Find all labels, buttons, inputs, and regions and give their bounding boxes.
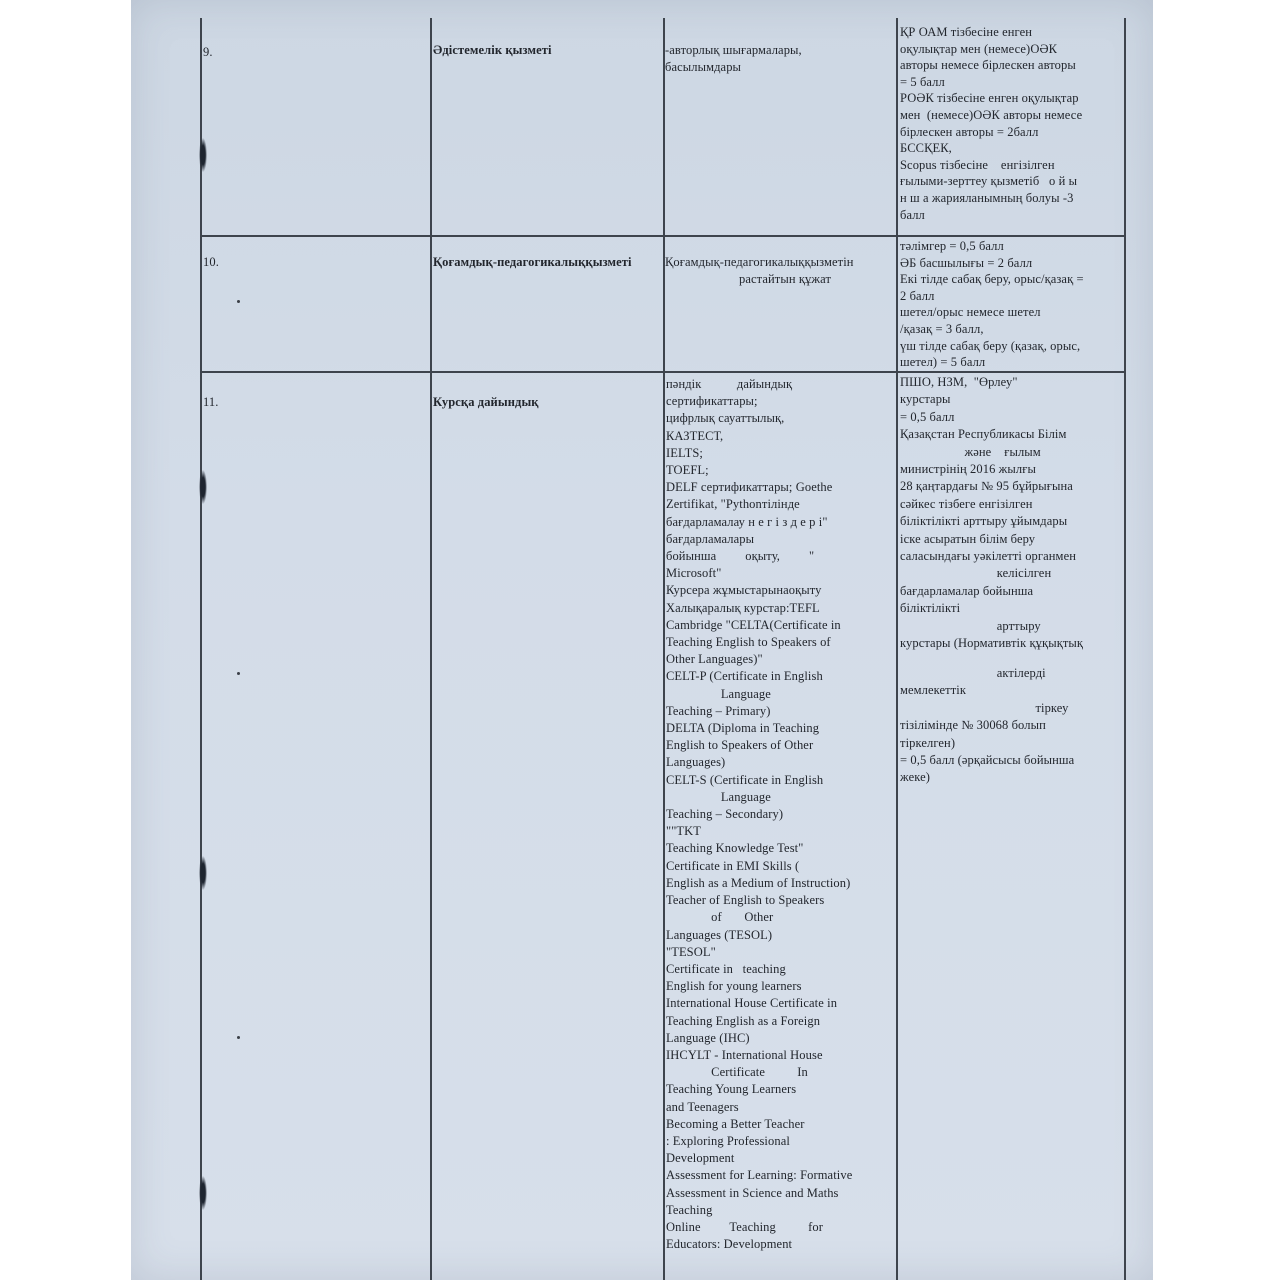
row-11-points-line: тіркелген) bbox=[900, 735, 956, 750]
row-11-document-line: Zertifikat, "Pythonтілінде bbox=[666, 497, 800, 512]
row-11-document-line: Teaching Knowledge Test" bbox=[666, 841, 804, 856]
speck bbox=[237, 300, 240, 303]
row-11-document-line: Language (IHC) bbox=[666, 1030, 750, 1045]
row-divider-10 bbox=[200, 235, 1125, 237]
row-11-document-line: Educators: Development bbox=[666, 1237, 793, 1252]
row-11-document-line: IHCYLT - International House bbox=[666, 1047, 823, 1062]
speck bbox=[237, 1036, 240, 1039]
row-10-document-line: растайтын құжат bbox=[739, 271, 832, 286]
row-11-document-line: пәндік дайындық bbox=[666, 377, 793, 391]
row-11-document bbox=[666, 376, 894, 1253]
row-11-document-line: бағдарламалары bbox=[666, 531, 755, 546]
row-11-document-line: Certificate in teaching bbox=[666, 961, 786, 976]
row-11-activity: Курсқа дайындық bbox=[433, 395, 539, 409]
row-11-number: 11. bbox=[203, 395, 219, 409]
row-9-points-line: н ш а жарияланымның болуы -3 bbox=[900, 190, 1074, 205]
row-11-document-line: Online Teaching for bbox=[666, 1219, 823, 1234]
table-border-col3 bbox=[663, 18, 665, 1280]
row-11-document-line: of Other bbox=[666, 910, 774, 925]
row-11-document-line: English to Speakers of Other bbox=[666, 738, 814, 753]
row-11-points-line: іске асыратын білім беру bbox=[900, 531, 1036, 546]
row-11-document-line: IELTS; bbox=[666, 445, 703, 460]
row-11-document-line: Microsoft" bbox=[666, 566, 722, 581]
row-11-points-line: жеке) bbox=[900, 770, 930, 785]
row-11-document-line: Teaching English as a Foreign bbox=[666, 1013, 821, 1028]
row-11-points-line: = 0,5 балл bbox=[900, 409, 955, 424]
table-border-col2 bbox=[430, 18, 432, 1280]
row-10-points-line: /қазақ = 3 балл, bbox=[900, 321, 984, 336]
row-9-points-line: = 5 балл bbox=[900, 74, 945, 89]
row-11-document-line: "TESOL" bbox=[666, 944, 716, 959]
row-9-points bbox=[900, 24, 1122, 223]
row-10-points-line: Екі тілде сабақ беру, орыс/қазақ = bbox=[900, 272, 1084, 287]
row-11-document-line: Teaching English to Speakers of bbox=[666, 635, 831, 650]
row-11-points-line: министрінің 2016 жылғы bbox=[900, 462, 1036, 477]
row-11-document-line: ""TKT bbox=[666, 824, 702, 839]
row-11-points-line: курстары bbox=[900, 392, 951, 407]
row-9-points-line: БССҚЕК, bbox=[900, 141, 952, 156]
table-border-col4 bbox=[896, 18, 898, 1280]
row-11-document-line: Language bbox=[666, 686, 771, 701]
row-11-document-line: Халықаралық курстар:TEFL bbox=[666, 600, 820, 615]
row-11-document-line: Teaching Young Learners bbox=[666, 1082, 797, 1097]
row-10-points-line: шетел) = 5 балл bbox=[900, 355, 986, 370]
table-border-left bbox=[200, 18, 202, 1280]
row-9-points-line: бірлескен авторы = 2балл bbox=[900, 124, 1039, 139]
row-11-document-line: Certificate in EMI Skills ( bbox=[666, 858, 800, 873]
row-11-document-line: English as a Medium of Instruction) bbox=[666, 875, 851, 890]
row-11-document-line: : Exploring Professional bbox=[666, 1133, 790, 1148]
row-11-points-line: актілерді bbox=[900, 666, 1046, 680]
row-9-points-line: РОӘК тізбесіне енген оқулықтар bbox=[900, 91, 1079, 106]
row-11-points-line bbox=[900, 653, 1122, 666]
binding-mark bbox=[199, 138, 207, 172]
row-11-document-line: КАЗТЕСТ, bbox=[666, 428, 724, 443]
row-11-document-line: бағдарламалау н е г і з д е р і" bbox=[666, 514, 828, 529]
row-9-points-line: ҚР ОАМ тізбесіне енген bbox=[900, 25, 1033, 39]
row-10-points-line: 2 балл bbox=[900, 288, 935, 303]
row-11-points-line: және ғылым bbox=[900, 444, 1041, 459]
row-11-document-line: Other Languages)" bbox=[666, 652, 763, 667]
row-11-points-line: ПШО, НЗМ, "Өрлеу" bbox=[900, 375, 1018, 389]
row-10-document bbox=[665, 254, 893, 287]
row-11-points-line: = 0,5 балл (әрқайсысы бойынша bbox=[900, 753, 1075, 768]
row-11-document-line: Language bbox=[666, 789, 771, 804]
row-11-document-line: CELT-S (Certificate in English bbox=[666, 772, 824, 787]
row-11-document-line: Teaching bbox=[666, 1202, 713, 1217]
row-11-document-line: DELF сертификаттары; Goethe bbox=[666, 480, 833, 495]
table-border-right bbox=[1124, 18, 1126, 1280]
row-11-document-line: Курсера жұмыстарынаоқыту bbox=[666, 583, 822, 598]
row-11-points-line: Қазақстан Республикасы Білім bbox=[900, 427, 1067, 442]
row-11-points-line: саласындағы уәкілетті органмен bbox=[900, 549, 1077, 564]
row-11-document-line: DELTA (Diploma in Teaching bbox=[666, 721, 820, 736]
row-11-points-line: 28 қаңтардағы № 95 бұйрығына bbox=[900, 479, 1073, 494]
row-11-points-line: тіркеу bbox=[900, 700, 1069, 715]
row-11-document-line: International House Certificate in bbox=[666, 996, 838, 1011]
row-11-document-line: Development bbox=[666, 1151, 735, 1166]
binding-mark bbox=[199, 856, 207, 890]
row-11-document-line: Cambridge "CELTA(Certificate in bbox=[666, 617, 841, 632]
row-11-document-line: Assessment for Learning: Formative bbox=[666, 1168, 853, 1183]
row-10-points-line: үш тілде сабақ беру (қазақ, орыс, bbox=[900, 338, 1081, 353]
row-9-document-line: басылымдары bbox=[665, 59, 742, 74]
row-10-activity: Қоғамдық-педагогикалыққызметі bbox=[433, 255, 632, 269]
binding-mark bbox=[199, 470, 207, 504]
row-11-points-line: біліктілікті арттыру ұйымдары bbox=[900, 514, 1068, 529]
row-11-document-line: Teacher of English to Speakers bbox=[666, 893, 825, 908]
row-11-document-line: бойынша оқыту, " bbox=[666, 549, 815, 564]
row-9-points-line: авторы немесе бірлескен авторы bbox=[900, 58, 1076, 73]
row-11-points-line: арттыру bbox=[900, 618, 1041, 633]
row-11-document-line: TOEFL; bbox=[666, 463, 709, 478]
row-9-activity: Әдістемелік қызметі bbox=[433, 43, 552, 57]
row-10-points bbox=[900, 238, 1122, 371]
row-9-number: 9. bbox=[203, 45, 213, 59]
row-11-points-line: мемлекеттік bbox=[900, 683, 967, 698]
row-9-points-line: мен (немесе)ОӘК авторы немесе bbox=[900, 107, 1083, 122]
scanned-document-page bbox=[131, 0, 1153, 1280]
row-9-points-line: балл bbox=[900, 207, 925, 222]
row-10-number: 10. bbox=[203, 255, 219, 269]
row-9-points-line: оқулықтар мен (немесе)ОӘК bbox=[900, 41, 1058, 56]
row-11-document-line: Languages (TESOL) bbox=[666, 927, 773, 942]
row-11-points-line: тізілімінде № 30068 болып bbox=[900, 718, 1046, 733]
row-11-points-line: келісілген bbox=[900, 566, 1052, 581]
speck bbox=[237, 672, 240, 675]
row-11-document-line: Assessment in Science and Maths bbox=[666, 1185, 839, 1200]
row-10-document-line: Қоғамдық-педагогикалыққызметін bbox=[665, 255, 854, 269]
row-11-document-line: Languages) bbox=[666, 755, 726, 770]
row-11-document-line: сертификаттары; bbox=[666, 394, 758, 409]
row-11-points-line: біліктілікті bbox=[900, 601, 961, 616]
row-11-points-line: сәйкес тізбеге енгізілген bbox=[900, 496, 1033, 511]
row-11-document-line: Teaching – Primary) bbox=[666, 703, 771, 718]
row-11-points bbox=[900, 374, 1122, 787]
row-9-points-line: Scopus тізбесіне енгізілген bbox=[900, 157, 1055, 172]
row-9-document-line: -авторлық шығармалары, bbox=[665, 43, 802, 57]
row-9-document bbox=[665, 42, 893, 75]
row-10-points-line: ӘБ басшылығы = 2 балл bbox=[900, 255, 1033, 270]
row-11-document-line: цифрлық сауаттылық, bbox=[666, 411, 785, 426]
row-10-points-line: тәлімгер = 0,5 балл bbox=[900, 239, 1004, 253]
row-11-points-line: бағдарламалар бойынша bbox=[900, 583, 1034, 598]
row-11-document-line: English for young learners bbox=[666, 979, 802, 994]
binding-mark bbox=[199, 1176, 207, 1210]
row-11-document-line: Certificate In bbox=[666, 1065, 808, 1080]
row-11-document-line: CELT-P (Certificate in English bbox=[666, 669, 823, 684]
row-11-document-line: Teaching – Secondary) bbox=[666, 807, 784, 822]
row-9-points-line: ғылыми-зерттеу қызметіб о й ы bbox=[900, 174, 1078, 189]
row-10-points-line: шетел/орыс немесе шетел bbox=[900, 305, 1041, 320]
row-11-document-line: Becoming a Better Teacher bbox=[666, 1116, 805, 1131]
row-divider-11 bbox=[200, 371, 1125, 373]
row-11-document-line: and Teenagers bbox=[666, 1099, 739, 1114]
row-11-points-line: курстары (Нормативтік құқықтық bbox=[900, 636, 1084, 651]
